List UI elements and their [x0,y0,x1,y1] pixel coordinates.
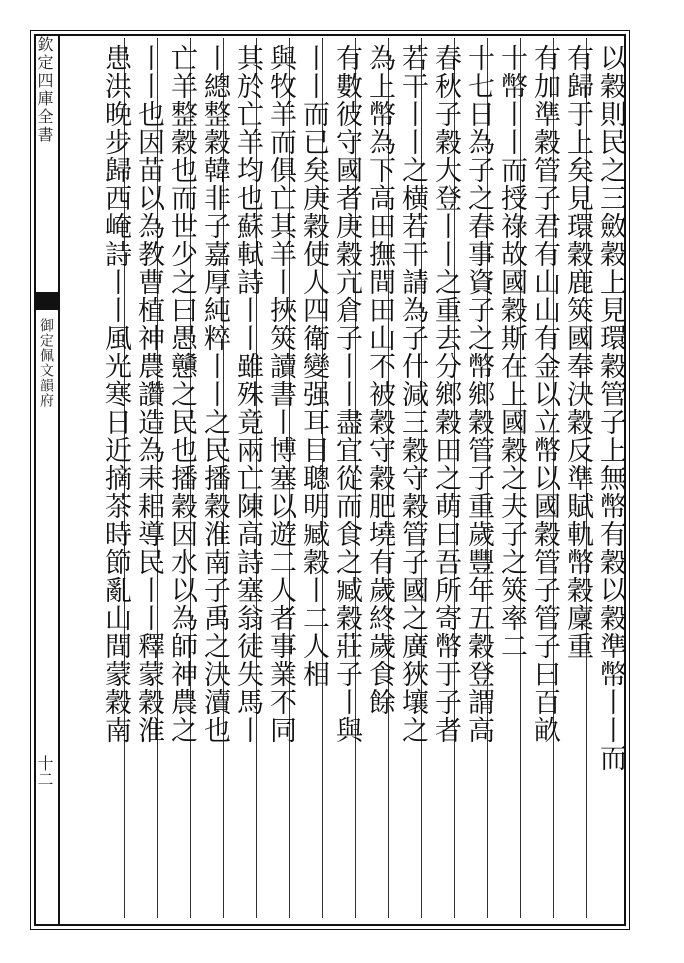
page-number: 十二 [35,755,54,787]
text-column: 其於亡羊均也蘇軾詩丨丨雖殊竟兩亡陳高詩塞翁徒失馬丨 [232,44,263,744]
text-column: 若干丨丨之横若干請為子什減三穀守穀管子國之廣狹壤之 [397,44,428,744]
margin-divider [58,36,60,924]
text-column: 丨丨也因苗以為教曹植神農讚造為耒耜導民丨丨釋蒙穀淮 [133,44,164,744]
text-column: 以穀則民之三斂穀上見環穀管子上無幣有穀以穀準幣丨丨而 [595,44,626,772]
text-column: 與牧羊而俱亡其羊丨挾筴讀書丨博塞以遊二人者事業不同 [265,44,296,744]
text-column: 春秋子穀大登丨丨之重去分鄉穀田之萌曰吾所寄幣于子者 [430,44,461,744]
fishtail-mark [34,292,58,310]
text-column: 丨總整穀韓非子嘉厚純粹丨丨之民播穀淮南子禹之決瀆也 [199,44,230,744]
margin-title: 欽定四庫全書 [35,36,54,144]
book-title: 御定佩文韻府 [38,318,54,408]
text-column: 患洪晚步歸西崦詩丨丨風光寒日近摘茶時節亂山間蒙穀南 [100,44,131,744]
text-column: 丨丨而已矣庚穀使人四衛變强耳目聰明臧穀丨二人相 [298,44,329,688]
text-column: 為上幣為下高田撫間田山不被穀守穀肥墝有歲終歲食餘 [364,44,395,716]
text-column: 有歸于上矣見環穀鹿筴國奉決穀反準賦軌幣穀廩重 [562,44,593,660]
text-column: 十幣丨丨而授祿故國穀斯在上國穀之夫子之筴率二 [496,44,527,660]
text-column: 十七日為子之春事資子之幣鄉穀管子重歲豐年五穀登謂高 [463,44,494,744]
text-column: 有數彼守國者庚穀亢倉子丨丨盡宜從而食之臧穀莊子丨與 [331,44,362,744]
text-column: 亡羊整穀也而世少之曰愚戇之民也播穀因水以為師神農之 [166,44,197,744]
text-column: 有加準穀管子君有山山有金以立幣以國穀管子管子曰百畝 [529,44,560,744]
